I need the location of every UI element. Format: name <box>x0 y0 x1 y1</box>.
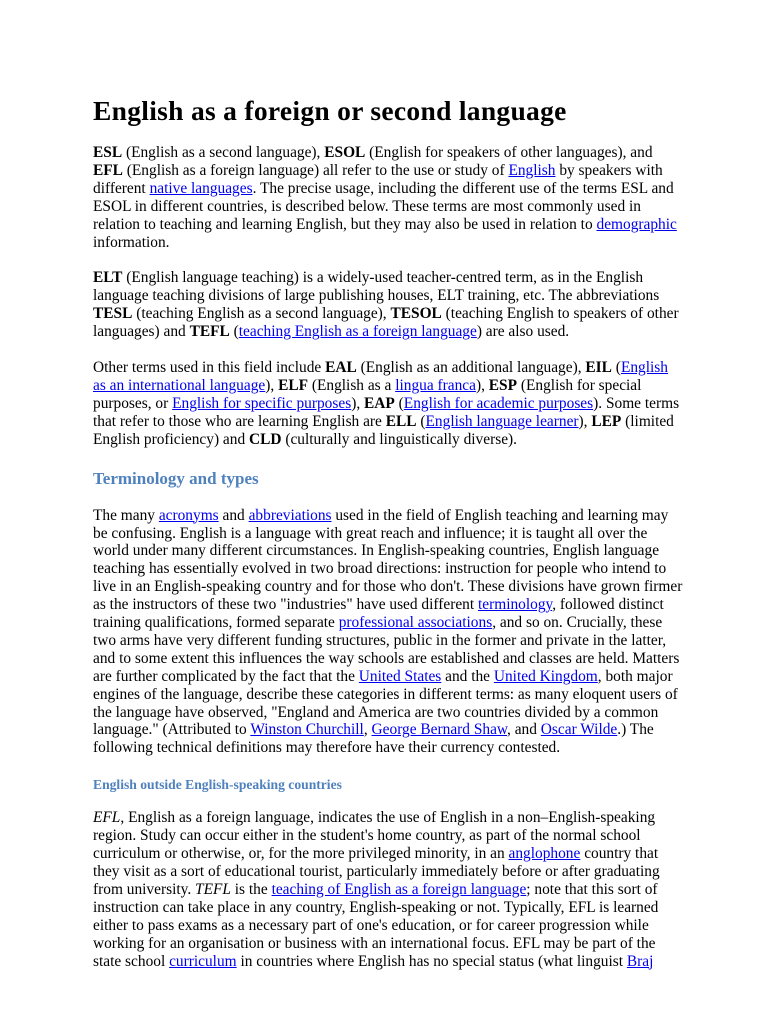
link-winston-churchill[interactable]: Winston Churchill <box>250 721 364 739</box>
text: country that they visit as a sort of educational tourist, particularly immediately before or after graduating from university. <box>93 845 660 898</box>
text: ), <box>475 376 489 394</box>
text: (limited English proficiency) and <box>93 412 674 448</box>
term-cld: CLD <box>249 430 282 448</box>
text: , followed distinct training qualifications, formed separate <box>93 596 664 632</box>
text: , both major engines of the language, describe these categories in different terms: as many eloquent users of the language have observed, "England and America are two countries divided by a common language." (Attributed to <box>93 667 678 739</box>
paragraph-elt <box>93 269 683 341</box>
text: (culturally and linguistically diverse). <box>281 430 517 448</box>
link-english-international-language[interactable]: English as an international language <box>93 359 668 394</box>
text: ; note that this sort of instruction can take place in any country, English-speaking or not. Typically, EFL is learned either to pass exams as a necessary part of one's education, or for career progression while working for an organisation or business with an international focus. EFL may be part of the state school <box>93 880 659 970</box>
link-english[interactable]: English <box>508 161 556 179</box>
term-elf: ELF <box>278 376 308 394</box>
text: ), <box>578 412 592 430</box>
text: ), <box>351 394 365 412</box>
term-tesol: TESOL <box>390 305 442 323</box>
term-esp: ESP <box>488 376 518 394</box>
link-george-bernard-shaw[interactable]: George Bernard Shaw <box>371 721 508 739</box>
term-tefl-italic: TEFL <box>195 880 231 898</box>
text: (English for speakers of other languages), and <box>365 144 653 161</box>
term-lep: LEP <box>591 412 622 430</box>
text: ( <box>394 394 404 412</box>
text: (English language teaching) is a widely-used teacher-centred term, as in the English language teaching divisions of large publishing houses, ELT training, etc. The abbreviations <box>93 269 660 305</box>
text: (teaching English as a second language), <box>132 305 391 323</box>
text: and the <box>441 667 494 685</box>
link-demographic[interactable]: demographic <box>596 215 677 233</box>
text: , and <box>507 721 541 739</box>
page-title: English as a foreign or second language <box>93 95 567 126</box>
link-teaching-of-english-foreign-language[interactable]: teaching of English as a foreign language <box>271 880 527 898</box>
paragraph-other-terms <box>93 359 683 449</box>
text: ( <box>416 412 426 430</box>
term-esol: ESOL <box>324 144 366 161</box>
link-terminology[interactable]: terminology <box>477 596 553 614</box>
document-page <box>93 92 683 988</box>
link-teaching-english-foreign-language[interactable]: teaching English as a foreign language <box>238 323 477 341</box>
term-eal: EAL <box>325 359 357 377</box>
paragraph-terminology <box>93 507 683 758</box>
link-english-academic-purposes[interactable]: English for academic purposes <box>403 394 594 412</box>
text: Other terms used in this field include <box>93 359 326 377</box>
term-tefl: TEFL <box>189 323 230 341</box>
term-eap: EAP <box>364 394 395 412</box>
text: The many <box>93 506 159 524</box>
link-braj[interactable]: Braj <box>626 952 654 970</box>
text: ), <box>265 376 279 394</box>
text: in countries where English has no special status (what linguist <box>236 952 627 970</box>
text: , English as a foreign language, indicates the use of English in a non–English-speaking region. Study can occur either in the student's home country, as part of the normal school curriculum or otherwise, or, for the more privileged minority, in an <box>93 809 656 863</box>
link-native-languages[interactable]: native languages <box>149 179 253 197</box>
text: (English as a <box>308 376 396 394</box>
link-abbreviations[interactable]: abbreviations <box>248 506 332 524</box>
link-lingua-franca[interactable]: lingua franca <box>395 376 476 394</box>
link-united-kingdom[interactable]: United Kingdom <box>493 667 598 685</box>
link-acronyms[interactable]: acronyms <box>158 506 219 524</box>
text: , and so on. Crucially, these two arms have very different funding structures, public in the former and private in the latter, and to some extent this influences the way schools are established and classes are held. Matters are further complicated by the fact that the <box>93 614 680 685</box>
term-tesl: TESL <box>93 305 133 323</box>
text: (teaching English to speakers of other languages) and <box>93 305 679 341</box>
link-united-states[interactable]: United States <box>358 667 442 685</box>
text: . The precise usage, including the different use of the terms ESL and ESOL in different countries, is described below. These terms are most commonly used in relation to teaching and learning English, but they may also be used in relation to <box>93 179 674 233</box>
paragraph-esl-intro <box>93 144 683 251</box>
text: ( <box>611 359 621 377</box>
paragraph-efl <box>93 809 683 970</box>
link-curriculum[interactable]: curriculum <box>169 952 237 970</box>
term-efl: EFL <box>93 161 123 179</box>
link-professional-associations[interactable]: professional associations <box>338 614 493 632</box>
term-eil: EIL <box>585 359 612 377</box>
text: information. <box>93 233 170 251</box>
text: (English as a foreign language) all refer to the use or study of <box>122 161 509 179</box>
term-ell: ELL <box>385 412 417 430</box>
link-english-specific-purposes[interactable]: English for specific purposes <box>172 394 352 412</box>
link-english-language-learner[interactable]: English language learner <box>425 412 579 430</box>
text: is the <box>230 880 272 898</box>
text: and <box>218 506 249 524</box>
term-efl-italic: EFL <box>93 809 121 827</box>
text: used in the field of English teaching and learning may be confusing. English is a language with great reach and influence; it is taught all over the world under many different circumstances. In English-speaking countries, English language teaching has essentially evolved in two broad directions: instruction for people who intend to live in an English-speaking country and for those who don't. These divisions have grown firmer as the instructors of these two "industries" have used different <box>93 506 683 614</box>
text: (English for special purposes, or <box>93 376 642 412</box>
text: ( <box>229 323 239 341</box>
term-elt: ELT <box>93 269 123 287</box>
text: by speakers with different <box>93 161 663 197</box>
text: (English as a second language), <box>122 144 325 161</box>
heading-terminology-and-types: Terminology and types <box>93 468 259 488</box>
link-oscar-wilde[interactable]: Oscar Wilde <box>540 721 618 739</box>
term-esl: ESL <box>93 144 123 161</box>
text: (English as an additional language), <box>356 359 586 377</box>
text: .) The following technical definitions may therefore have their currency contested. <box>93 721 654 757</box>
link-anglophone[interactable]: anglophone <box>508 845 581 863</box>
text: ). Some terms that refer to those who are learning English are <box>93 394 680 430</box>
text: , <box>363 721 372 739</box>
text: ) are also used. <box>476 323 570 341</box>
heading-english-outside-english-speaking-countries: English outside English-speaking countries <box>93 777 342 793</box>
